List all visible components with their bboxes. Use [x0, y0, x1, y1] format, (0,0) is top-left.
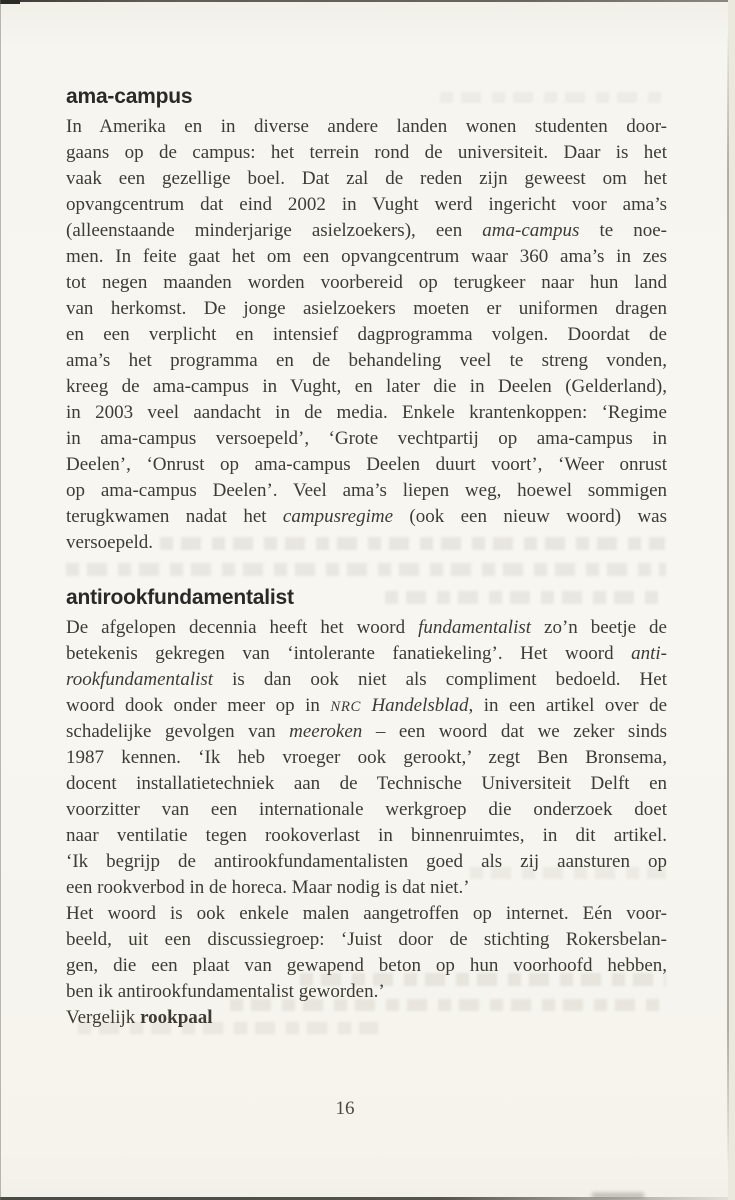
- entry-headword: ama-campus: [66, 85, 193, 108]
- page-right-edge: [727, 30, 729, 1170]
- text-line: rookfundamentalist is dan ook niet als compliment bedoeld. Het: [66, 669, 667, 690]
- text-line: tot negen maanden worden voorbereid op terugkeer naar hun land: [66, 272, 667, 293]
- entry-body-text: [66, 615, 667, 1031]
- text-line: In Amerika en in diverse andere landen wonen studenten door-: [66, 116, 667, 137]
- page-right-margin-strip: [728, 0, 735, 1200]
- text-line: opvangcentrum dat eind 2002 in Vught werd ingericht voor ama’s: [66, 194, 667, 215]
- entry-headword: antirookfundamentalist: [66, 586, 294, 609]
- text-line: woord dook onder meer op in NRC Handelsblad, in een artikel over de: [66, 695, 667, 716]
- text-line: men. In feite gaat het om een opvangcentrum waar 360 ama’s in zes: [66, 246, 667, 267]
- text-line: schadelijke gevolgen van meeroken – een woord dat we zeker sinds: [66, 721, 667, 742]
- text-line: 1987 kennen. ‘Ik heb vroeger ook gerookt,’ zegt Ben Bronsema,: [66, 747, 667, 768]
- text-line: betekenis gekregen van ‘intolerante fanatiekeling’. Het woord anti-: [66, 643, 667, 664]
- text-line: naar ventilatie tegen rookoverlast in binnenruimtes, in dit artikel.: [66, 825, 667, 846]
- text-line: beeld, uit een discussiegroep: ‘Juist door de stichting Rokersbelan-: [66, 929, 667, 950]
- text-line: kreeg de ama-campus in Vught, en later die in Deelen (Gelderland),: [66, 376, 667, 397]
- text-line: in 2003 veel aandacht in de media. Enkele krantenkoppen: ‘Regime: [66, 402, 667, 423]
- scan-smudge: [592, 1193, 644, 1198]
- text-line: ‘Ik begrijp de antirookfundamentalisten goed als zij aansturen op: [66, 851, 667, 872]
- text-line: gaans op de campus: het terrein rond de universiteit. Daar is het: [66, 142, 667, 163]
- entry-antirookfundamentalist: [66, 585, 667, 1031]
- text-line: ben ik antirookfundamentalist geworden.’: [66, 981, 385, 1002]
- text-line: De afgelopen decennia heeft het woord fundamentalist zo’n beetje de: [66, 617, 667, 638]
- text-line: Deelen’, ‘Onrust op ama-campus Deelen duurt voort’, ‘Weer onrust: [66, 454, 667, 475]
- text-line: op ama-campus Deelen’. Veel ama’s liepen weg, hoewel sommigen: [66, 480, 667, 501]
- text-line: voorzitter van een internationale werkgroep die onderzoek doet: [66, 799, 667, 820]
- page-corner-mark: [0, 0, 20, 4]
- text-line: Vergelijk rookpaal: [66, 1007, 213, 1028]
- text-line: een rookverbod in de horeca. Maar nodig is dat niet.’: [66, 877, 470, 898]
- text-line: van herkomst. De jonge asielzoekers moeten er uniformen dragen: [66, 298, 667, 319]
- page-left-edge: [0, 0, 1, 1200]
- page-content: [66, 84, 667, 1031]
- entry-body-text: [66, 114, 667, 556]
- text-line: en een verplicht en intensief dagprogramma volgen. Doordat de: [66, 324, 667, 345]
- text-line: (alleenstaande minderjarige asielzoekers), een ama-campus te noe-: [66, 220, 667, 241]
- page-top-edge: [0, 0, 735, 2]
- text-line: versoepeld.: [66, 532, 154, 553]
- text-line: Het woord is ook enkele malen aangetroffen op internet. Eén voor-: [66, 903, 667, 924]
- text-line: gen, die een plaat van gewapend beton op hun voorhoofd hebben,: [66, 955, 667, 976]
- text-line: vaak een gezellige boel. Dat zal de reden zijn geweest om het: [66, 168, 667, 189]
- text-line: terugkwamen nadat het campusregime (ook een nieuw woord) was: [66, 506, 667, 527]
- entry-ama-campus: [66, 84, 667, 556]
- text-line: in ama-campus versoepeld’, ‘Grote vechtpartij op ama-campus in: [66, 428, 667, 449]
- text-line: ama’s het programma en de behandeling veel te streng vonden,: [66, 350, 667, 371]
- text-line: docent installatietechniek aan de Technische Universiteit Delft en: [66, 773, 667, 794]
- page-number: 16: [335, 1098, 355, 1119]
